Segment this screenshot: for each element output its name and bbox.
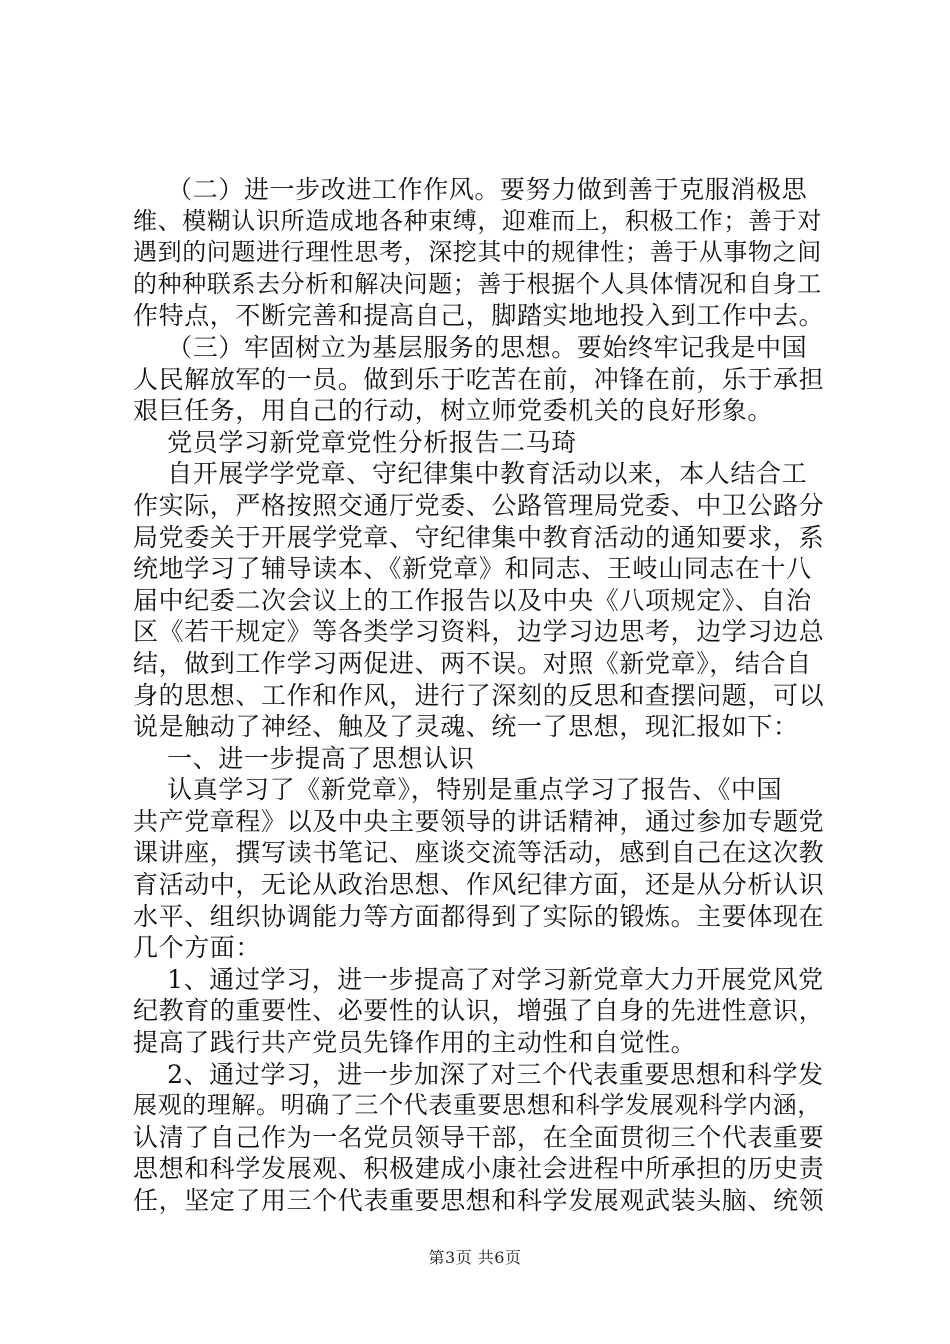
- text-line: 结，做到工作学习两促进、两不误。对照《新党章》，结合自: [133, 648, 812, 678]
- text-line: 说是触动了神经、触及了灵魂、统一了思想，现汇报如下：: [133, 712, 799, 742]
- text-line: 区《若干规定》等各类学习资料，边学习边思考，边学习边总: [133, 617, 825, 647]
- text-line: 统地学习了辅导读本、《新党章》和同志、王岐山同志在十八: [133, 554, 812, 584]
- text-line: 任，坚定了用三个代表重要思想和科学发展观武装头脑、统领: [133, 1186, 825, 1215]
- text-line: 艰巨任务，用自己的行动，树立师党委机关的良好形象。: [133, 396, 774, 426]
- text-line: 局党委关于开展学党章、守纪律集中教育活动的通知要求，系: [133, 522, 825, 552]
- text-line: 自开展学学党章、守纪律集中教育活动以来，本人结合工: [133, 459, 808, 489]
- text-line: 共产党章程》以及中央主要领导的讲话精神，通过参加专题党: [133, 806, 825, 836]
- text-line: 课讲座，撰写读书笔记、座谈交流等活动，感到自己在这次教: [133, 838, 825, 868]
- text-line: 提高了践行共产党员先锋作用的主动性和自觉性。: [133, 1028, 697, 1058]
- text-line: 身的思想、工作和作风，进行了深刻的反思和查摆问题，可以: [133, 680, 825, 710]
- text-line: （三）牢固树立为基层服务的思想。要始终牢记我是中国: [133, 332, 808, 362]
- text-line: 届中纪委二次会议上的工作报告以及中央《八项规定》、自治: [133, 585, 812, 615]
- text-line: 作特点，不断完善和提高自己，脚踏实地地投入到工作中去。: [133, 301, 825, 331]
- text-line: 认真学习了《新党章》，特别是重点学习了报告、《中国: [133, 775, 783, 805]
- document-body: [133, 174, 833, 1217]
- text-line: 人民解放军的一员。做到乐于吃苦在前，冲锋在前，乐于承担: [133, 364, 825, 394]
- text-line: 思想和科学发展观、积极建成小康社会进程中所承担的历史责: [133, 1154, 825, 1184]
- text-line: 纪教育的重要性、必要性的认识，增强了自身的先进性意识，: [133, 996, 825, 1026]
- text-line: 的种种联系去分析和解决问题；善于根据个人具体情况和自身工: [133, 269, 822, 298]
- text-line: 育活动中，无论从政治思想、作风纪律方面，还是从分析认识: [133, 870, 825, 900]
- text-line: 一、进一步提高了思想认识: [133, 743, 475, 773]
- text-line: 作实际，严格按照交通厅党委、公路管理局党委、中卫公路分: [133, 490, 825, 520]
- text-line: （二）进一步改进工作作风。要努力做到善于克服消极思: [133, 175, 808, 204]
- text-line: 党员学习新党章党性分析报告二马琦: [133, 427, 577, 457]
- text-line: 水平、组织协调能力等方面都得到了实际的锻炼。主要体现在: [133, 901, 825, 931]
- text-line: 认清了自己作为一名党员领导干部，在全面贯彻三个代表重要: [133, 1122, 825, 1152]
- text-line: 2、通过学习，进一步加深了对三个代表重要思想和科学发: [133, 1059, 824, 1089]
- text-line: 展观的理解。明确了三个代表重要思想和科学发展观科学内涵，: [133, 1091, 822, 1120]
- text-line: 维、模糊认识所造成地各种束缚，迎难而上，积极工作；善于对: [133, 206, 822, 235]
- text-line: 1、通过学习，进一步提高了对学习新党章大力开展党风党: [133, 964, 824, 994]
- page-footer: 第3页 共6页: [428, 1248, 522, 1267]
- text-line: 遇到的问题进行理性思考，深挖其中的规律性；善于从事物之间: [133, 238, 822, 267]
- text-line: 几个方面：: [133, 933, 262, 963]
